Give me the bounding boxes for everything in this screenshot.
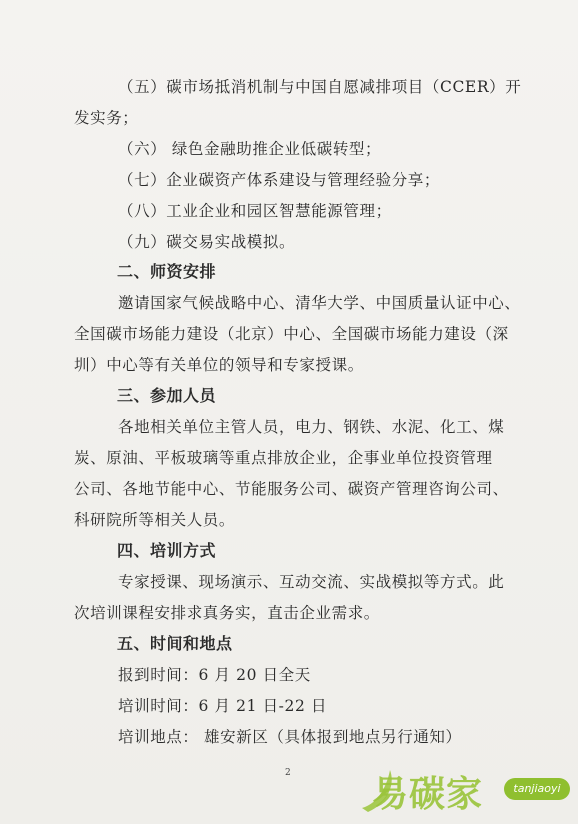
paragraph-line: 各地相关单位主管人员，电力、钢铁、水泥、化工、煤 [118, 418, 505, 436]
list-item-5-cont: 发实务； [74, 109, 139, 127]
paragraph-line: 专家授课、现场演示、互动交流、实战模拟等方式。此 [118, 573, 505, 591]
page-number: 2 [285, 768, 291, 778]
training-time: 培训时间：6 月 21 日-22 日 [118, 697, 328, 715]
paragraph-line: 圳）中心等有关单位的领导和专家授课。 [74, 356, 364, 374]
training-location: 培训地点： 雄安新区（具体报到地点另行通知） [118, 728, 462, 746]
list-item-9: （九）碳交易实战模拟。 [118, 233, 296, 251]
paragraph-line: 全国碳市场能力建设（北京）中心、全国碳市场能力建设（深 [74, 325, 509, 343]
section-heading-participants: 三、参加人员 [117, 386, 217, 405]
paragraph-line: 科研院所等相关人员。 [74, 511, 236, 529]
registration-time: 报到时间：6 月 20 日全天 [118, 666, 311, 684]
list-item-5: （五）碳市场抵消机制与中国自愿减排项目（CCER）开 [118, 78, 522, 96]
list-item-8: （八）工业企业和园区智慧能源管理； [118, 202, 392, 220]
paragraph-line: 邀请国家气候战略中心、清华大学、中国质量认证中心、 [118, 294, 521, 312]
list-item-6: （六） 绿色金融助推企业低碳转型； [118, 140, 382, 158]
paragraph-line: 次培训课程安排求真务实，直击企业需求。 [74, 604, 380, 622]
section-heading-method: 四、培训方式 [117, 541, 217, 560]
watermark-brand-text: 易碳家 [372, 774, 484, 815]
section-heading-time-place: 五、时间和地点 [117, 634, 233, 653]
list-item-7: （七）企业碳资产体系建设与管理经验分享； [118, 171, 441, 189]
section-heading-teachers: 二、师资安排 [117, 262, 217, 281]
watermark-domain-badge: tanjiaoyi [504, 778, 570, 800]
paragraph-line: 炭、原油、平板玻璃等重点排放企业，企事业单位投资管理 [74, 449, 493, 467]
paragraph-line: 公司、各地节能中心、节能服务公司、碳资产管理咨询公司、 [74, 480, 509, 498]
watermark-logo [356, 760, 574, 816]
